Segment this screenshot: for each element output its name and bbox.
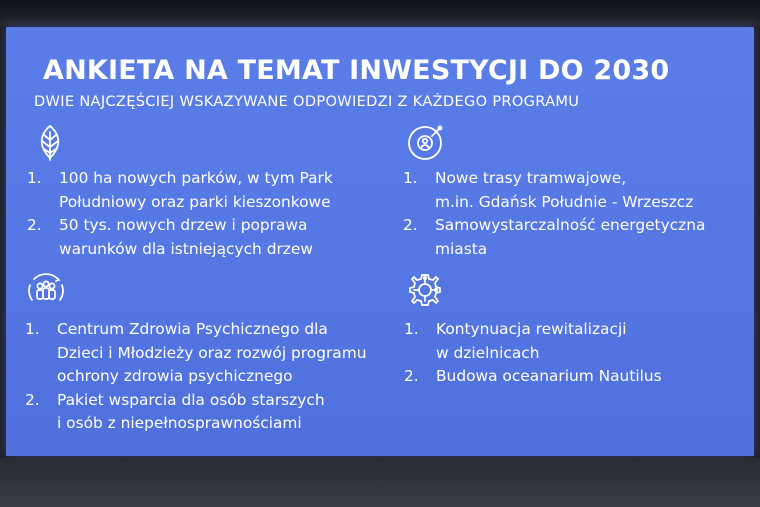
section-list-transport — [403, 167, 705, 261]
section-list-culture — [404, 318, 662, 389]
section-list-greenery — [27, 167, 333, 261]
item-number: 1. — [403, 169, 418, 187]
item-text: 50 tys. nowych drzew i poprawa warunków dla istniejących drzew — [59, 216, 313, 258]
item-text: 100 ha nowych parków, w tym Park Południowy oraz parki kieszonkowe — [59, 169, 333, 211]
list-item — [403, 214, 705, 261]
projection-screen — [6, 27, 754, 456]
item-text: Budowa oceanarium Nautilus — [436, 367, 662, 385]
section-list-social — [25, 318, 366, 436]
list-item — [25, 389, 366, 436]
room-wall-bottom — [0, 458, 760, 507]
item-text: Centrum Zdrowia Psychicznego dla Dzieci i Młodzieży oraz rozwój programu ochrony zdrowia psychicznego — [57, 320, 367, 385]
list-item — [25, 318, 366, 389]
gear-circuit-icon — [405, 270, 445, 310]
item-number: 2. — [25, 390, 40, 409]
list-item — [404, 365, 662, 389]
item-text: Kontynuacja rewitalizacji w dzielnicach — [436, 320, 627, 362]
item-text: Pakiet wsparcia dla osób starszych i osób z niepełnosprawnościami — [57, 390, 325, 432]
list-item — [27, 214, 333, 261]
item-number: 1. — [404, 320, 419, 338]
item-number: 2. — [404, 367, 419, 385]
item-number: 1. — [27, 169, 42, 187]
item-number: 1. — [25, 320, 40, 338]
list-item — [404, 318, 662, 365]
list-item — [403, 167, 705, 214]
slide-subtitle: DWIE NAJCZĘŚCIEJ WSKAZYWANE ODPOWIEDZI Z KAŻDEGO PROGRAMU — [34, 93, 580, 110]
leaf-icon — [30, 122, 70, 162]
item-number: 2. — [27, 216, 42, 234]
room-wall-top — [0, 0, 760, 26]
item-text: Samowystarczalność energetyczna miasta — [435, 216, 706, 258]
transit-target-icon — [405, 122, 445, 162]
item-text: Nowe trasy tramwajowe, m.in. Gdańsk Południe - Wrzeszcz — [435, 169, 694, 211]
slide-title: ANKIETA NA TEMAT INWESTYCJI DO 2030 — [43, 55, 670, 86]
item-number: 2. — [403, 216, 418, 234]
list-item — [27, 167, 333, 214]
people-community-icon — [26, 270, 66, 310]
